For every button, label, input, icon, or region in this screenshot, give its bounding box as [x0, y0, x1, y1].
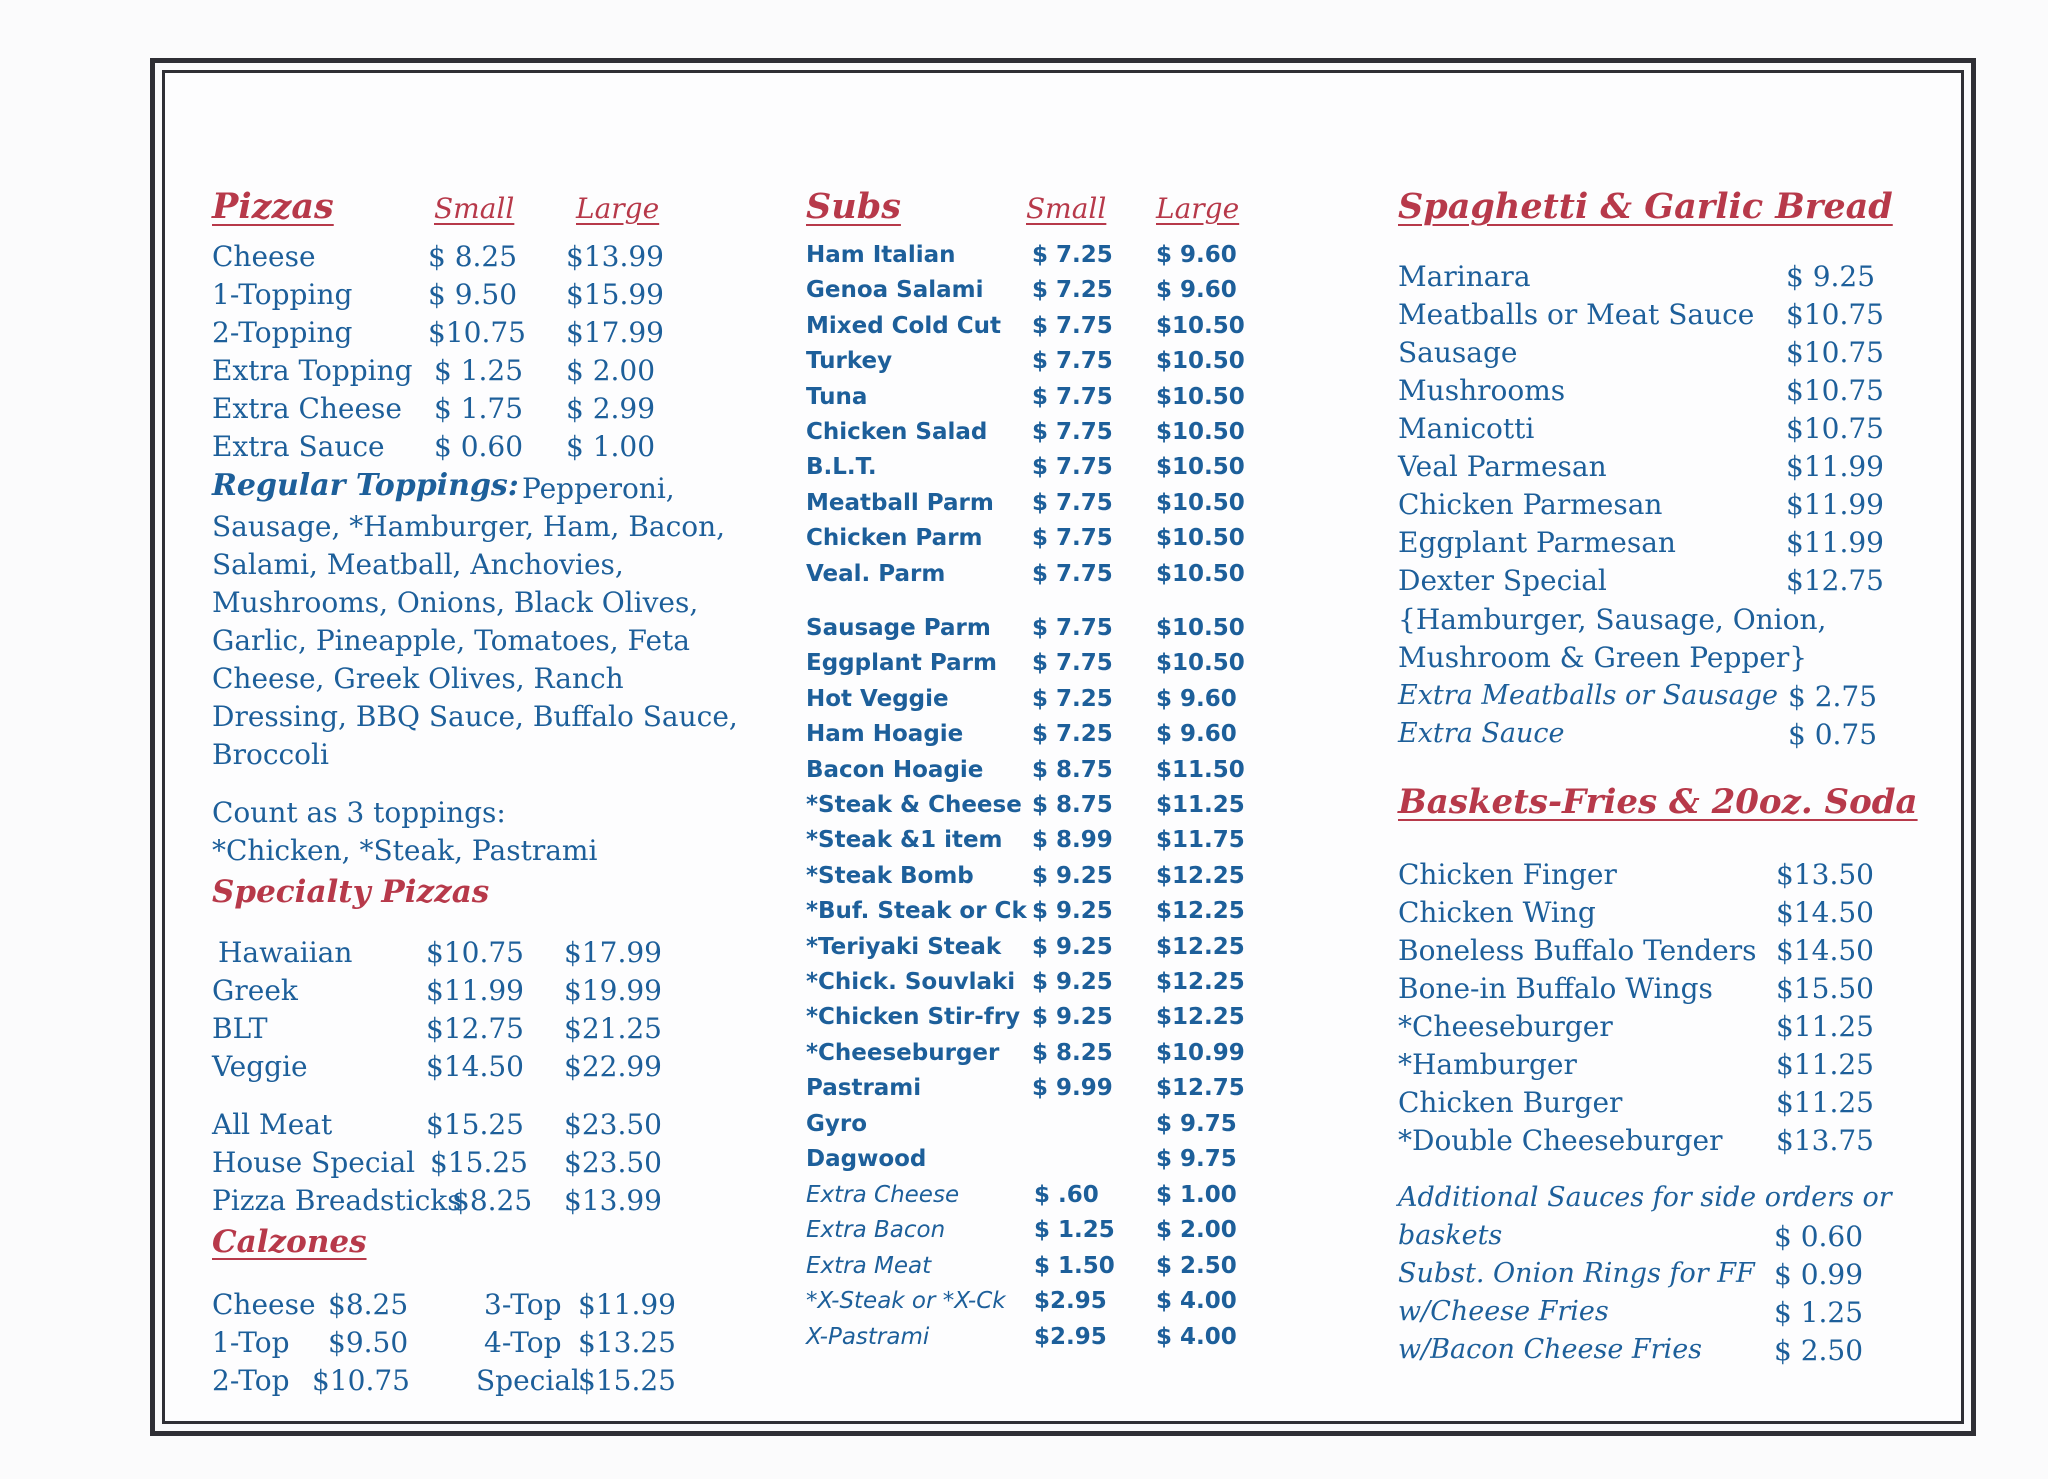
- sub-row-large: $12.25: [1156, 1004, 1245, 1031]
- specialty-row-name: All Meat: [212, 1108, 333, 1141]
- sub-row-small: $ 7.25: [1032, 277, 1113, 304]
- specialty-row-large: $23.50: [564, 1146, 662, 1179]
- spaghetti-row-price: $10.75: [1786, 336, 1884, 369]
- spaghetti-extra-name: Extra Sauce: [1398, 718, 1565, 749]
- sub-extra-small: $ 1.25: [1034, 1217, 1115, 1244]
- calzone-price: $13.25: [578, 1326, 676, 1359]
- pizza-row-name: Cheese: [212, 240, 316, 273]
- pizza-row-name: Extra Topping: [212, 354, 413, 387]
- pizzas-heading: Pizzas: [212, 186, 334, 227]
- specialty-row-name: Greek: [212, 974, 298, 1007]
- specialty-row-name: Veggie: [212, 1050, 308, 1083]
- sub-row-small: $ 9.99: [1032, 1075, 1113, 1102]
- sub-row-small: $ 9.25: [1032, 969, 1113, 995]
- baskets-heading: Baskets-Fries & 20oz. Soda: [1398, 782, 1918, 822]
- basket-row-price: $14.50: [1776, 934, 1874, 967]
- sub-row-large: $11.25: [1156, 792, 1245, 818]
- sauces-note: baskets: [1398, 1220, 1503, 1251]
- calzone-name: 2-Top: [212, 1364, 290, 1397]
- sauces-note: Additional Sauces for side orders or: [1398, 1182, 1892, 1213]
- sub-row-name: Dagwood: [806, 1146, 927, 1172]
- sub-row-name: *Chick. Souvlaki: [806, 969, 1016, 995]
- subs-large-header: Large: [1156, 192, 1240, 225]
- sub-row-small: $ 7.25: [1032, 685, 1113, 712]
- pizza-row-small: $ 9.50: [428, 278, 518, 311]
- sub-row-small: $ 8.75: [1032, 792, 1113, 818]
- pizza-row-small: $ 1.25: [434, 354, 524, 387]
- sub-row-name: Eggplant Parm: [806, 650, 997, 677]
- sub-extra-small: $ .60: [1034, 1182, 1099, 1208]
- pizza-row-name: 2-Topping: [212, 316, 353, 349]
- sub-row-large: $10.50: [1156, 525, 1245, 552]
- sub-row-name: Bacon Hoagie: [806, 756, 984, 783]
- regular-toppings-line: Mushrooms, Onions, Black Olives,: [212, 586, 699, 619]
- spaghetti-row-price: $ 9.25: [1786, 260, 1876, 293]
- calzone-name: Special: [476, 1364, 580, 1397]
- sub-row-small: $ 7.75: [1032, 489, 1113, 516]
- specialty-row-small: $15.25: [430, 1146, 528, 1179]
- specialty-row-small: $15.25: [426, 1108, 524, 1141]
- sub-row-small: $ 7.75: [1032, 454, 1113, 481]
- sub-row-large: $10.50: [1156, 348, 1245, 375]
- sub-row-large: $12.25: [1156, 969, 1245, 995]
- pizzas-large-header: Large: [576, 192, 660, 225]
- basket-row-price: $14.50: [1776, 896, 1874, 929]
- sub-row-small: $ 7.75: [1032, 525, 1113, 552]
- spaghetti-row-price: $11.99: [1786, 488, 1884, 521]
- sub-row-large: $10.99: [1156, 1039, 1245, 1066]
- sub-extra-large: $ 4.00: [1156, 1323, 1237, 1350]
- sub-row-name: Chicken Salad: [806, 419, 988, 445]
- count-three-label: Count as 3 toppings:: [212, 796, 506, 829]
- basket-row-name: *Double Cheeseburger: [1398, 1124, 1723, 1157]
- sub-row-small: $ 7.75: [1032, 419, 1113, 445]
- baskets-extra-price: $ 1.25: [1774, 1296, 1864, 1329]
- baskets-extra-name: Subst. Onion Rings for FF: [1398, 1258, 1755, 1289]
- calzone-price: $15.25: [578, 1364, 676, 1397]
- spaghetti-heading: Spaghetti & Garlic Bread: [1398, 186, 1893, 227]
- baskets-extra-price: $ 0.99: [1774, 1258, 1864, 1291]
- specialty-row-small: $8.25: [452, 1184, 533, 1217]
- specialty-heading: Specialty Pizzas: [212, 874, 490, 910]
- calzone-name: 4-Top: [484, 1326, 562, 1359]
- sub-extra-small: $ 1.50: [1034, 1252, 1115, 1279]
- sub-extra-small: $2.95: [1034, 1323, 1107, 1350]
- basket-row-name: Boneless Buffalo Tenders: [1398, 934, 1757, 967]
- specialty-row-large: $22.99: [564, 1050, 662, 1083]
- spaghetti-row-name: Veal Parmesan: [1398, 450, 1607, 483]
- sub-row-large: $11.50: [1156, 756, 1245, 783]
- pizza-row-large: $13.99: [566, 240, 664, 273]
- spaghetti-row-name: Dexter Special: [1398, 564, 1607, 597]
- sauces-price: $ 0.60: [1774, 1220, 1864, 1253]
- spaghetti-row-name: Marinara: [1398, 260, 1531, 293]
- regular-toppings-line: Garlic, Pineapple, Tomatoes, Feta: [212, 624, 690, 657]
- regular-toppings-first: Pepperoni,: [522, 472, 675, 505]
- sub-row-large: $ 9.75: [1156, 1110, 1237, 1137]
- sub-row-name: *Steak &1 item: [806, 827, 1003, 854]
- regular-toppings-line: Broccoli: [212, 738, 329, 771]
- sub-row-name: Ham Hoagie: [806, 721, 964, 748]
- sub-row-small: $ 7.75: [1032, 650, 1113, 677]
- spaghetti-row-name: Sausage: [1398, 336, 1518, 369]
- calzone-name: 3-Top: [484, 1288, 562, 1321]
- sub-row-name: Pastrami: [806, 1075, 922, 1102]
- pizza-row-name: Extra Sauce: [212, 430, 385, 463]
- sub-row-name: Sausage Parm: [806, 615, 991, 641]
- sub-extra-name: *X-Steak or *X-Ck: [806, 1288, 1006, 1315]
- sub-row-name: Chicken Parm: [806, 525, 983, 552]
- sub-row-small: $ 7.25: [1032, 721, 1113, 748]
- sub-extra-small: $2.95: [1034, 1288, 1107, 1315]
- pizza-row-large: $ 2.00: [566, 354, 656, 387]
- sub-row-large: $ 9.60: [1156, 685, 1237, 712]
- basket-row-price: $11.25: [1776, 1010, 1874, 1043]
- pizzas-small-header: Small: [434, 192, 515, 225]
- specialty-row-name: Pizza Breadsticks: [212, 1184, 462, 1217]
- sub-row-small: $ 8.25: [1032, 1039, 1113, 1066]
- sub-row-name: Genoa Salami: [806, 277, 984, 304]
- baskets-extra-name: w/Cheese Fries: [1398, 1296, 1609, 1327]
- specialty-row-name: BLT: [212, 1012, 268, 1045]
- pizza-row-large: $ 1.00: [566, 430, 656, 463]
- sub-row-large: $10.50: [1156, 312, 1245, 339]
- sub-row-small: $ 7.75: [1032, 312, 1113, 339]
- sub-row-large: $ 9.60: [1156, 242, 1237, 268]
- sub-row-large: $12.25: [1156, 933, 1245, 960]
- sub-row-large: $10.50: [1156, 650, 1245, 677]
- sub-row-small: $ 8.99: [1032, 827, 1113, 854]
- specialty-row-large: $13.99: [564, 1184, 662, 1217]
- specialty-row-large: $23.50: [564, 1108, 662, 1141]
- sub-row-large: $ 9.60: [1156, 721, 1237, 748]
- sub-row-name: *Chicken Stir-fry: [806, 1004, 1021, 1031]
- sub-row-large: $ 9.60: [1156, 277, 1237, 304]
- baskets-extra-name: w/Bacon Cheese Fries: [1398, 1334, 1703, 1365]
- sub-row-name: *Steak Bomb: [806, 862, 974, 889]
- sub-row-small: $ 7.75: [1032, 615, 1113, 641]
- sub-row-small: $ 7.75: [1032, 383, 1113, 410]
- sub-row-large: $12.75: [1156, 1075, 1245, 1102]
- sub-row-small: $ 9.25: [1032, 862, 1113, 889]
- basket-row-name: Chicken Burger: [1398, 1086, 1623, 1119]
- spaghetti-row-price: $12.75: [1786, 564, 1884, 597]
- sub-row-large: $12.25: [1156, 862, 1245, 889]
- sub-row-name: *Buf. Steak or Ck: [806, 898, 1027, 925]
- pizza-row-small: $10.75: [428, 316, 526, 349]
- specialty-row-large: $17.99: [564, 936, 662, 969]
- spaghetti-extra-name: Extra Meatballs or Sausage: [1398, 680, 1778, 711]
- spaghetti-row-price: $11.99: [1786, 450, 1884, 483]
- pizza-row-large: $15.99: [566, 278, 664, 311]
- sub-extra-large: $ 2.00: [1156, 1217, 1237, 1244]
- spaghetti-row-name: Meatballs or Meat Sauce: [1398, 298, 1755, 331]
- calzone-name: 1-Top: [212, 1326, 290, 1359]
- spaghetti-extra-price: $ 0.75: [1788, 718, 1878, 751]
- sub-row-small: $ 7.75: [1032, 560, 1113, 587]
- sub-row-name: Veal. Parm: [806, 560, 946, 587]
- regular-toppings-line: Dressing, BBQ Sauce, Buffalo Sauce,: [212, 700, 738, 733]
- basket-row-name: *Hamburger: [1398, 1048, 1577, 1081]
- pizza-row-large: $17.99: [566, 316, 664, 349]
- specialty-row-small: $14.50: [426, 1050, 524, 1083]
- sub-row-large: $10.50: [1156, 489, 1245, 516]
- specialty-row-name: Hawaiian: [218, 936, 353, 969]
- spaghetti-row-name: Mushrooms: [1398, 374, 1566, 407]
- regular-toppings-line: Cheese, Greek Olives, Ranch: [212, 662, 624, 695]
- basket-row-name: *Cheeseburger: [1398, 1010, 1613, 1043]
- calzone-price: $11.99: [578, 1288, 676, 1321]
- regular-toppings-line: Salami, Meatball, Anchovies,: [212, 548, 624, 581]
- spaghetti-row-price: $10.75: [1786, 374, 1884, 407]
- sub-row-large: $10.50: [1156, 419, 1245, 445]
- sub-row-small: $ 7.25: [1032, 242, 1113, 268]
- sub-extra-name: Extra Cheese: [806, 1182, 960, 1208]
- spaghetti-extra-price: $ 2.75: [1788, 680, 1878, 713]
- specialty-row-large: $19.99: [564, 974, 662, 1007]
- sub-row-large: $11.75: [1156, 827, 1245, 854]
- sub-row-large: $ 9.75: [1156, 1146, 1237, 1172]
- sub-row-name: Mixed Cold Cut: [806, 312, 1001, 339]
- dexter-description: Mushroom & Green Pepper}: [1398, 641, 1808, 674]
- sub-row-name: Tuna: [806, 383, 868, 410]
- spaghetti-row-price: $10.75: [1786, 298, 1884, 331]
- sub-row-small: $ 7.75: [1032, 348, 1113, 375]
- sub-row-large: $10.50: [1156, 383, 1245, 410]
- sub-row-large: $10.50: [1156, 560, 1245, 587]
- spaghetti-row-name: Manicotti: [1398, 412, 1535, 445]
- calzones-heading: Calzones: [212, 1224, 367, 1260]
- spaghetti-row-price: $11.99: [1786, 526, 1884, 559]
- sub-row-large: $10.50: [1156, 615, 1245, 641]
- sub-row-name: Hot Veggie: [806, 685, 949, 712]
- sub-row-small: $ 9.25: [1032, 933, 1113, 960]
- pizza-row-small: $ 8.25: [428, 240, 518, 273]
- dexter-description: {Hamburger, Sausage, Onion,: [1398, 603, 1827, 636]
- spaghetti-row-price: $10.75: [1786, 412, 1884, 445]
- basket-row-name: Chicken Wing: [1398, 896, 1596, 929]
- calzone-price: $9.50: [328, 1326, 409, 1359]
- specialty-row-small: $10.75: [426, 936, 524, 969]
- sub-row-name: Meatball Parm: [806, 489, 994, 516]
- pizza-row-name: 1-Topping: [212, 278, 353, 311]
- calzone-price: $8.25: [328, 1288, 409, 1321]
- regular-toppings-line: Sausage, *Hamburger, Ham, Bacon,: [212, 510, 726, 543]
- basket-row-price: $15.50: [1776, 972, 1874, 1005]
- sub-row-name: *Teriyaki Steak: [806, 933, 1002, 960]
- pizza-row-large: $ 2.99: [566, 392, 656, 425]
- regular-toppings-label: Regular Toppings:: [212, 468, 519, 503]
- specialty-row-small: $11.99: [426, 974, 524, 1007]
- sub-extra-large: $ 2.50: [1156, 1252, 1237, 1279]
- sub-row-name: B.L.T.: [806, 454, 877, 481]
- sub-row-name: *Cheeseburger: [806, 1039, 1000, 1066]
- specialty-row-name: House Special: [212, 1146, 416, 1179]
- subs-heading: Subs: [806, 186, 901, 227]
- spaghetti-row-name: Chicken Parmesan: [1398, 488, 1663, 521]
- sub-extra-name: Extra Bacon: [806, 1217, 946, 1244]
- calzone-price: $10.75: [312, 1364, 410, 1397]
- sub-extra-name: X-Pastrami: [806, 1323, 930, 1350]
- sub-extra-large: $ 1.00: [1156, 1182, 1237, 1208]
- pizza-row-small: $ 1.75: [434, 392, 524, 425]
- sub-row-small: $ 9.25: [1032, 898, 1113, 925]
- basket-row-name: Bone-in Buffalo Wings: [1398, 972, 1713, 1005]
- spaghetti-row-name: Eggplant Parmesan: [1398, 526, 1676, 559]
- sub-row-name: Gyro: [806, 1110, 868, 1137]
- specialty-row-large: $21.25: [564, 1012, 662, 1045]
- basket-row-name: Chicken Finger: [1398, 858, 1617, 891]
- sub-row-large: $10.50: [1156, 454, 1245, 481]
- sub-row-name: Turkey: [806, 348, 893, 375]
- subs-small-header: Small: [1026, 192, 1107, 225]
- sub-extra-name: Extra Meat: [806, 1252, 932, 1279]
- specialty-row-small: $12.75: [426, 1012, 524, 1045]
- basket-row-price: $11.25: [1776, 1086, 1874, 1119]
- basket-row-price: $13.75: [1776, 1124, 1874, 1157]
- sub-row-name: *Steak & Cheese: [806, 792, 1022, 818]
- baskets-extra-price: $ 2.50: [1774, 1334, 1864, 1367]
- basket-row-price: $13.50: [1776, 858, 1874, 891]
- basket-row-price: $11.25: [1776, 1048, 1874, 1081]
- count-three-items: *Chicken, *Steak, Pastrami: [212, 834, 598, 867]
- sub-row-small: $ 9.25: [1032, 1004, 1113, 1031]
- pizza-row-name: Extra Cheese: [212, 392, 402, 425]
- sub-row-small: $ 8.75: [1032, 756, 1113, 783]
- sub-row-name: Ham Italian: [806, 242, 956, 268]
- sub-row-large: $12.25: [1156, 898, 1245, 925]
- calzone-name: Cheese: [212, 1288, 316, 1321]
- sub-extra-large: $ 4.00: [1156, 1288, 1237, 1315]
- pizza-row-small: $ 0.60: [434, 430, 524, 463]
